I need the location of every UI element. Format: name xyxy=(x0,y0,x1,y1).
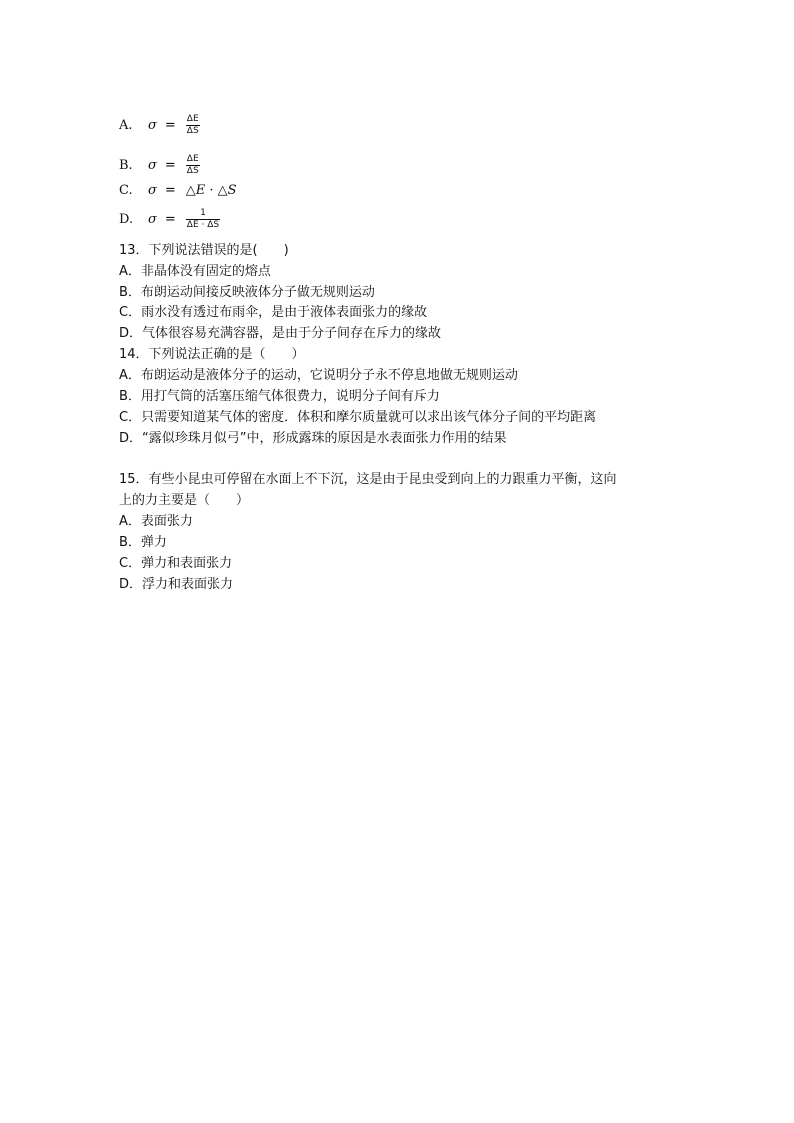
fraction-denominator: ΔS xyxy=(186,125,199,136)
formula-option-c xyxy=(119,175,237,205)
sigma-symbol: σ xyxy=(148,182,157,198)
equals-sign: = xyxy=(164,157,176,173)
sigma-symbol: σ xyxy=(148,117,157,133)
formula-option-a xyxy=(119,110,200,140)
option-letter: A. xyxy=(119,117,133,133)
question-15-stem-line1: 15．有些小昆虫可停留在水面上不下沉，这是由于昆虫受到向上的力跟重力平衡，这向 xyxy=(119,472,617,487)
question-13-option-a: A．非晶体没有固定的熔点 xyxy=(119,264,271,279)
question-14-option-c: C．只需要知道某气体的密度．体积和摩尔质量就可以求出该气体分子间的平均距离 xyxy=(119,410,597,425)
option-letter: B. xyxy=(119,157,133,173)
question-15-stem-line2: 上的力主要是（ ） xyxy=(119,493,250,508)
fraction xyxy=(186,154,200,177)
question-13-option-b: B．布朗运动间接反映液体分子做无规则运动 xyxy=(119,285,375,300)
question-14-option-d: D．“露似珍珠月似弓”中，形成露珠的原因是水表面张力作用的结果 xyxy=(119,431,507,446)
fraction-denominator: ΔS xyxy=(186,165,199,176)
question-15-option-c: C．弹力和表面张力 xyxy=(119,556,233,571)
sigma-symbol: σ xyxy=(148,157,157,173)
equals-sign: = xyxy=(164,211,176,227)
question-15-option-a: A．表面张力 xyxy=(119,514,193,529)
fraction-denominator: ΔE · ΔS xyxy=(186,219,220,230)
question-15-option-d: D．浮力和表面张力 xyxy=(119,577,234,592)
question-14-option-a: A．布朗运动是液体分子的运动，它说明分子永不停息地做无规则运动 xyxy=(119,368,518,383)
fraction-numerator: 1 xyxy=(200,207,206,218)
question-14-stem: 14．下列说法正确的是（ ） xyxy=(119,347,305,362)
fraction-numerator: ΔE xyxy=(186,153,199,164)
question-14-option-b: B．用打气筒的活塞压缩气体很费力，说明分子间有斥力 xyxy=(119,389,440,404)
question-13-stem: 13．下列说法错误的是( ) xyxy=(119,243,289,258)
formula-option-d xyxy=(119,204,220,234)
equals-sign: = xyxy=(164,182,176,198)
equals-sign: = xyxy=(164,117,176,133)
fraction-numerator: ΔE xyxy=(186,113,199,124)
product-expression: △E · △S xyxy=(185,182,237,198)
question-13-option-d: D．气体很容易充满容器，是由于分子间存在斥力的缘故 xyxy=(119,326,442,341)
option-letter: D. xyxy=(119,211,134,227)
option-letter: C. xyxy=(119,182,133,198)
fraction xyxy=(186,114,200,137)
question-13-option-c: C．雨水没有透过布雨伞，是由于液体表面张力的缘故 xyxy=(119,305,428,320)
question-15-option-b: B．弹力 xyxy=(119,535,167,550)
fraction xyxy=(186,208,220,231)
sigma-symbol: σ xyxy=(148,211,157,227)
